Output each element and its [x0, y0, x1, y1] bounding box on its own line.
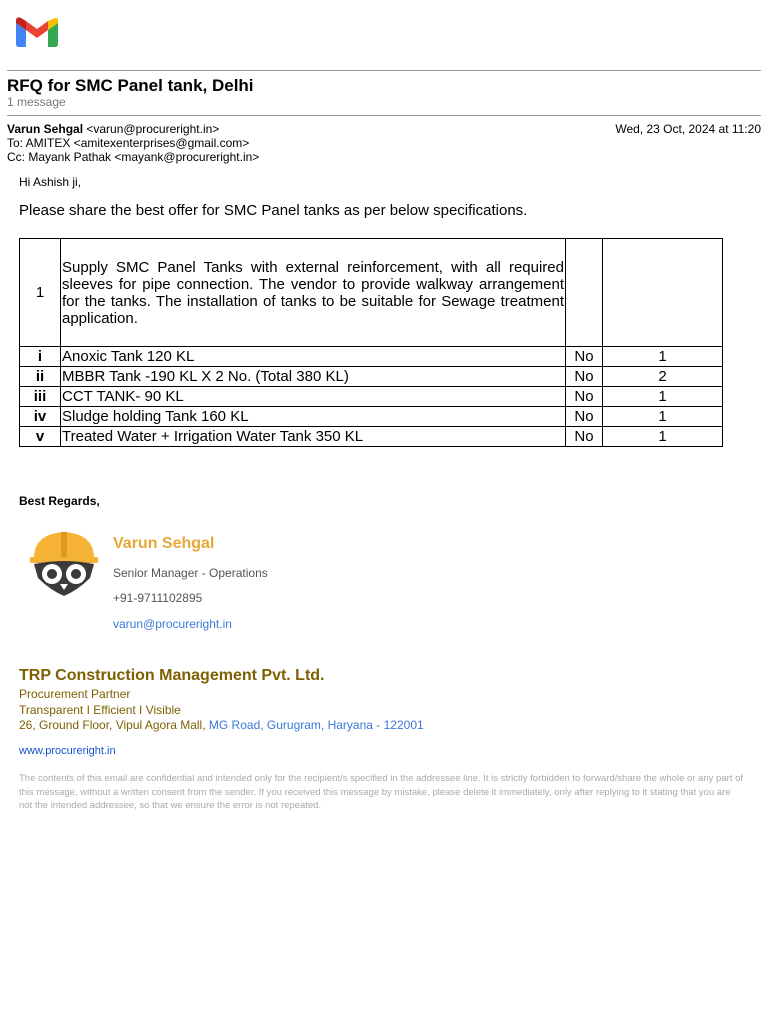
to-line: To: AMITEX <amitexenterprises@gmail.com> [7, 136, 250, 150]
table-row [20, 407, 723, 427]
email-date: Wed, 23 Oct, 2024 at 11:20 [615, 122, 761, 136]
company-tagline: Transparent I Efficient I Visible [19, 703, 181, 717]
table-row [20, 347, 723, 367]
company-name: TRP Construction Management Pvt. Ltd. [19, 667, 325, 684]
item-quantity: 1 [603, 427, 723, 447]
item-description: MBBR Tank -190 KL X 2 No. (Total 380 KL) [61, 367, 566, 387]
item-number: i [20, 347, 61, 367]
table-row [20, 367, 723, 387]
email-subject: RFQ for SMC Panel tank, Delhi [7, 76, 254, 95]
message-count: 1 message [7, 95, 66, 109]
best-regards: Best Regards, [19, 494, 100, 508]
sender-email: <varun@procureright.in> [86, 122, 220, 136]
signature-title: Senior Manager - Operations [113, 566, 268, 580]
item-unit: No [566, 427, 603, 447]
address-text: 26, Ground Floor, Vipul Agora Mall, [19, 718, 209, 732]
specification-table [19, 238, 723, 447]
item-quantity: 2 [603, 367, 723, 387]
owl-hardhat-avatar-icon [28, 528, 100, 600]
company-address [19, 718, 424, 732]
sender-line [7, 122, 219, 136]
item-quantity: 1 [603, 347, 723, 367]
item-unit: No [566, 407, 603, 427]
company-role: Procurement Partner [19, 687, 131, 701]
signature-email-link[interactable]: varun@procureright.in [113, 617, 232, 631]
item-unit: No [566, 387, 603, 407]
address-map-link[interactable]: MG Road, Gurugram, Haryana - 122001 [208, 718, 424, 732]
table-row [20, 387, 723, 407]
greeting: Hi Ashish ji, [19, 175, 82, 189]
item-number: iv [20, 407, 61, 427]
sender-name: Varun Sehgal [7, 122, 84, 136]
item-description: Treated Water + Irrigation Water Tank 350 KL [61, 427, 566, 447]
item-number: v [20, 427, 61, 447]
signature-name: Varun Sehgal [113, 535, 215, 552]
item-number: ii [20, 367, 61, 387]
item-number: iii [20, 387, 61, 407]
confidentiality-disclaimer: The contents of this email are confidential and intended only for the recipient/s specified in the addressee line. It is strictly forbidden to forward/share the whole or any part of this message, without a written consent from the sender. If you received this message by mistake, please delete it immediately, only after replying to it stating that you are not the intended addressee, so that we ensure the error is not repeated. [19, 773, 743, 811]
item-description: Anoxic Tank 120 KL [61, 347, 566, 367]
header-divider [7, 70, 761, 71]
subject-divider [7, 115, 761, 116]
gmail-logo-icon [16, 17, 58, 49]
item-unit: No [566, 347, 603, 367]
item-number: 1 [20, 239, 61, 347]
item-description: CCT TANK- 90 KL [61, 387, 566, 407]
table-row [20, 427, 723, 447]
item-quantity: 1 [603, 407, 723, 427]
item-unit [566, 239, 603, 347]
item-quantity: 1 [603, 387, 723, 407]
item-quantity [603, 239, 723, 347]
item-unit: No [566, 367, 603, 387]
cc-line: Cc: Mayank Pathak <mayank@procureright.in> [7, 150, 260, 164]
item-description: Sludge holding Tank 160 KL [61, 407, 566, 427]
item-description: Supply SMC Panel Tanks with external reinforcement, with all required sleeves for pipe connection. The vendor to provide walkway arrangement for the tanks. The installation of tanks to be suitable for Sewage treatment application. [61, 239, 566, 347]
website-link[interactable]: www.procureright.in [19, 745, 116, 757]
table-row [20, 239, 723, 347]
intro-text: Please share the best offer for SMC Panel tanks as per below specifications. [19, 202, 528, 219]
signature-phone[interactable]: +91-9711102895 [113, 591, 203, 605]
